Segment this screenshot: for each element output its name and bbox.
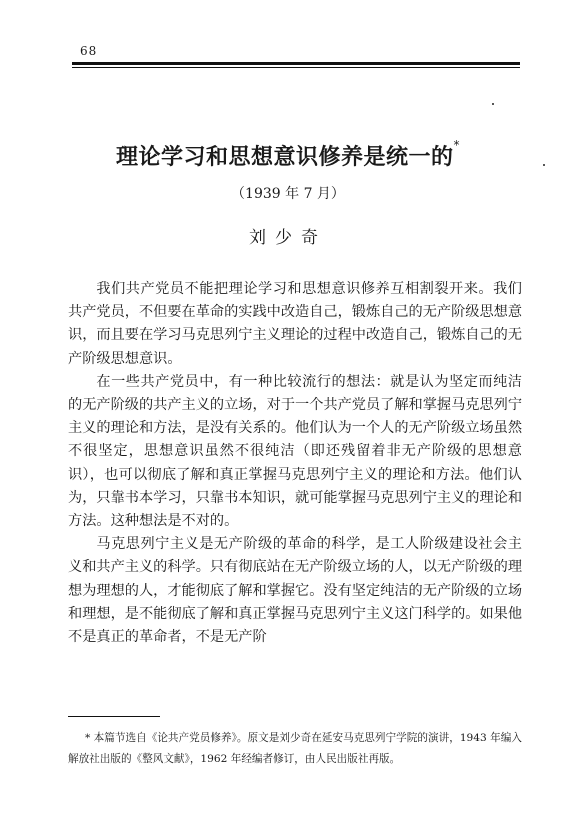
article-body: [68, 278, 522, 649]
header-rule-thick: [72, 62, 520, 65]
page-number: 68: [80, 44, 98, 58]
article-title-text: 理论学习和思想意识修养是统一的: [115, 145, 454, 170]
footnote-marker: *: [453, 138, 460, 152]
print-speck: [492, 103, 494, 105]
body-paragraph: 在一些共产党员中，有一种比较流行的想法：就是认为坚定而纯洁的无产阶级的共产主义的立场，对于一个共产党员了解和掌握马克思列宁主义的理论和方法，是没有关系的。他们认为一个人的无产阶级立场虽然不很坚定，思想意识虽然不很纯洁（即还残留着非无产阶级的思想意识），也可以彻底了解和真正掌握马克思列宁主义的理论和方法。他们认为，只靠书本学习，只靠书本知识，就可能掌握马克思列宁主义的理论和方法。这种想法是不对的。: [68, 373, 523, 530]
footnote-rule: [68, 716, 160, 717]
body-paragraph: 我们共产党员不能把理论学习和思想意识修养互相割裂开来。我们共产党员，不但要在革命的实践中改造自己，锻炼自己的无产阶级思想意识，而且要在学习马克思列宁主义理论的过程中改造自己，锻炼自己的无产阶级思想意识。: [68, 281, 523, 367]
article-author: 刘少奇: [249, 228, 327, 248]
article-date: （1939 年 7 月）: [231, 186, 345, 202]
print-speck: [543, 164, 545, 166]
header-rule-thin: [72, 67, 520, 68]
footnote: * 本篇节选自《论共产党员修养》。原文是刘少奇在延安马克思列宁学院的演讲，1943 年编入解放社出版的《整风文献》，1962 年经编者修订，由人民出版社再版。: [68, 732, 522, 765]
body-paragraph: 马克思列宁主义是无产阶级的革命的科学，是工人阶级建设社会主义和共产主义的科学。只有彻底站在无产阶级立场的人，以无产阶级的理想为理想的人，才能彻底了解和掌握它。没有坚定纯洁的无产阶级的立场和理想，是不能彻底了解和真正掌握马克思列宁主义这门科学的。如果他不是真正的革命者，不是无产阶: [68, 536, 523, 646]
article-title: [60, 140, 516, 171]
